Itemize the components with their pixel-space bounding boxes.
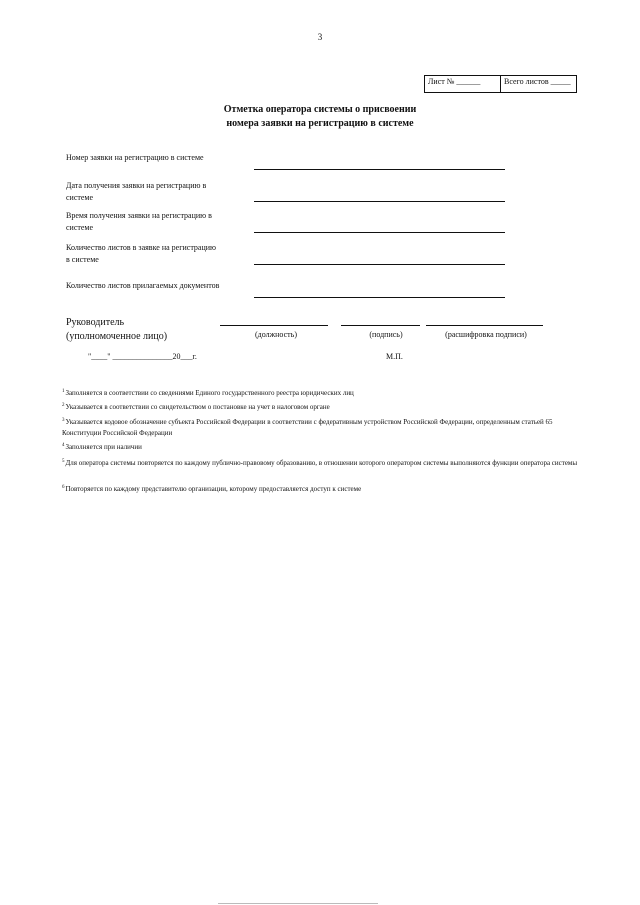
scan-edge-line — [218, 903, 378, 904]
field-label-application-number — [66, 152, 246, 164]
signature-caption: (подпись) — [369, 330, 403, 339]
position-caption: (должность) — [255, 330, 297, 339]
field-label-line: системе — [66, 223, 94, 232]
signatory-label — [66, 316, 167, 344]
attached-sheets-input-line[interactable] — [254, 297, 505, 298]
footnote-text: Для оператора системы повторяется по каждому публично-правовому образованию, в отношении которого оператором системы выполняются функции оператора системы — [65, 459, 578, 467]
footnote-text: Заполняется в соответствии со сведениями Единого государственного реестра юридических лиц — [65, 389, 354, 397]
signature-date[interactable]: "____" _______________20___г. — [88, 352, 197, 361]
signatory-label-line: Руководитель — [66, 317, 125, 328]
footnote-text: Указывается в соответствии со свидетельством о постановке на учет в налоговом органе — [65, 403, 330, 411]
field-label-attached-sheets — [66, 280, 246, 292]
footnote-text: Указывается кодовое обозначение субъекта Российской Федерации в соответствии с федеративным устройством Российской Федерации, определенным статьей 65 Конституции Российской Федерации — [62, 418, 553, 437]
field-label-receipt-time — [66, 210, 246, 234]
footnote-text: Заполняется при наличии — [65, 443, 142, 451]
footnote — [62, 415, 582, 439]
sheet-count-box — [424, 75, 577, 93]
footnote — [62, 456, 582, 469]
footnote — [62, 482, 582, 495]
footnote-number: 2 — [62, 403, 65, 408]
footnote-text: Повторяется по каждому представителю организации, которому предоставляется доступ к системе — [65, 485, 362, 493]
field-label-line: в системе — [66, 255, 99, 264]
position-signature-line[interactable] — [220, 325, 328, 326]
footnote-number: 4 — [62, 443, 65, 448]
application-number-input-line[interactable] — [254, 169, 505, 170]
field-label-line: системе — [66, 193, 94, 202]
footnote-number: 5 — [62, 459, 65, 464]
sheet-number-field[interactable]: Лист № ______ — [428, 77, 481, 86]
field-label-line: Количество листов в заявке на регистрацию — [66, 243, 217, 252]
field-label-line: Время получения заявки на регистрацию в — [66, 211, 212, 220]
title-line-1: Отметка оператора системы о присвоении — [223, 104, 417, 115]
footnote-number: 3 — [62, 418, 65, 423]
page-title — [0, 103, 640, 131]
footnote — [62, 400, 582, 413]
field-label-line: Дата получения заявки на регистрацию в — [66, 181, 207, 190]
stamp-place: М.П. — [386, 352, 403, 361]
field-label-line: Номер заявки на регистрацию в системе — [66, 153, 204, 162]
footnote-number: 6 — [62, 485, 65, 490]
signature-line[interactable] — [341, 325, 420, 326]
field-label-receipt-date — [66, 180, 246, 204]
signature-decode-line[interactable] — [426, 325, 543, 326]
page-number: 3 — [317, 32, 323, 42]
receipt-time-input-line[interactable] — [254, 232, 505, 233]
signature-decode-caption: (расшифровка подписи) — [445, 330, 527, 339]
footnote — [62, 440, 582, 453]
field-label-application-sheets — [66, 242, 246, 266]
title-line-2: номера заявки на регистрацию в системе — [226, 118, 414, 129]
application-sheets-input-line[interactable] — [254, 264, 505, 265]
total-sheets-field[interactable]: Всего листов _____ — [500, 76, 576, 92]
signatory-label-line: (уполномоченное лицо) — [66, 331, 168, 342]
footnote-number: 1 — [62, 389, 65, 394]
field-label-line: Количество листов прилагаемых документов — [66, 281, 220, 290]
receipt-date-input-line[interactable] — [254, 201, 505, 202]
footnote — [62, 386, 582, 399]
